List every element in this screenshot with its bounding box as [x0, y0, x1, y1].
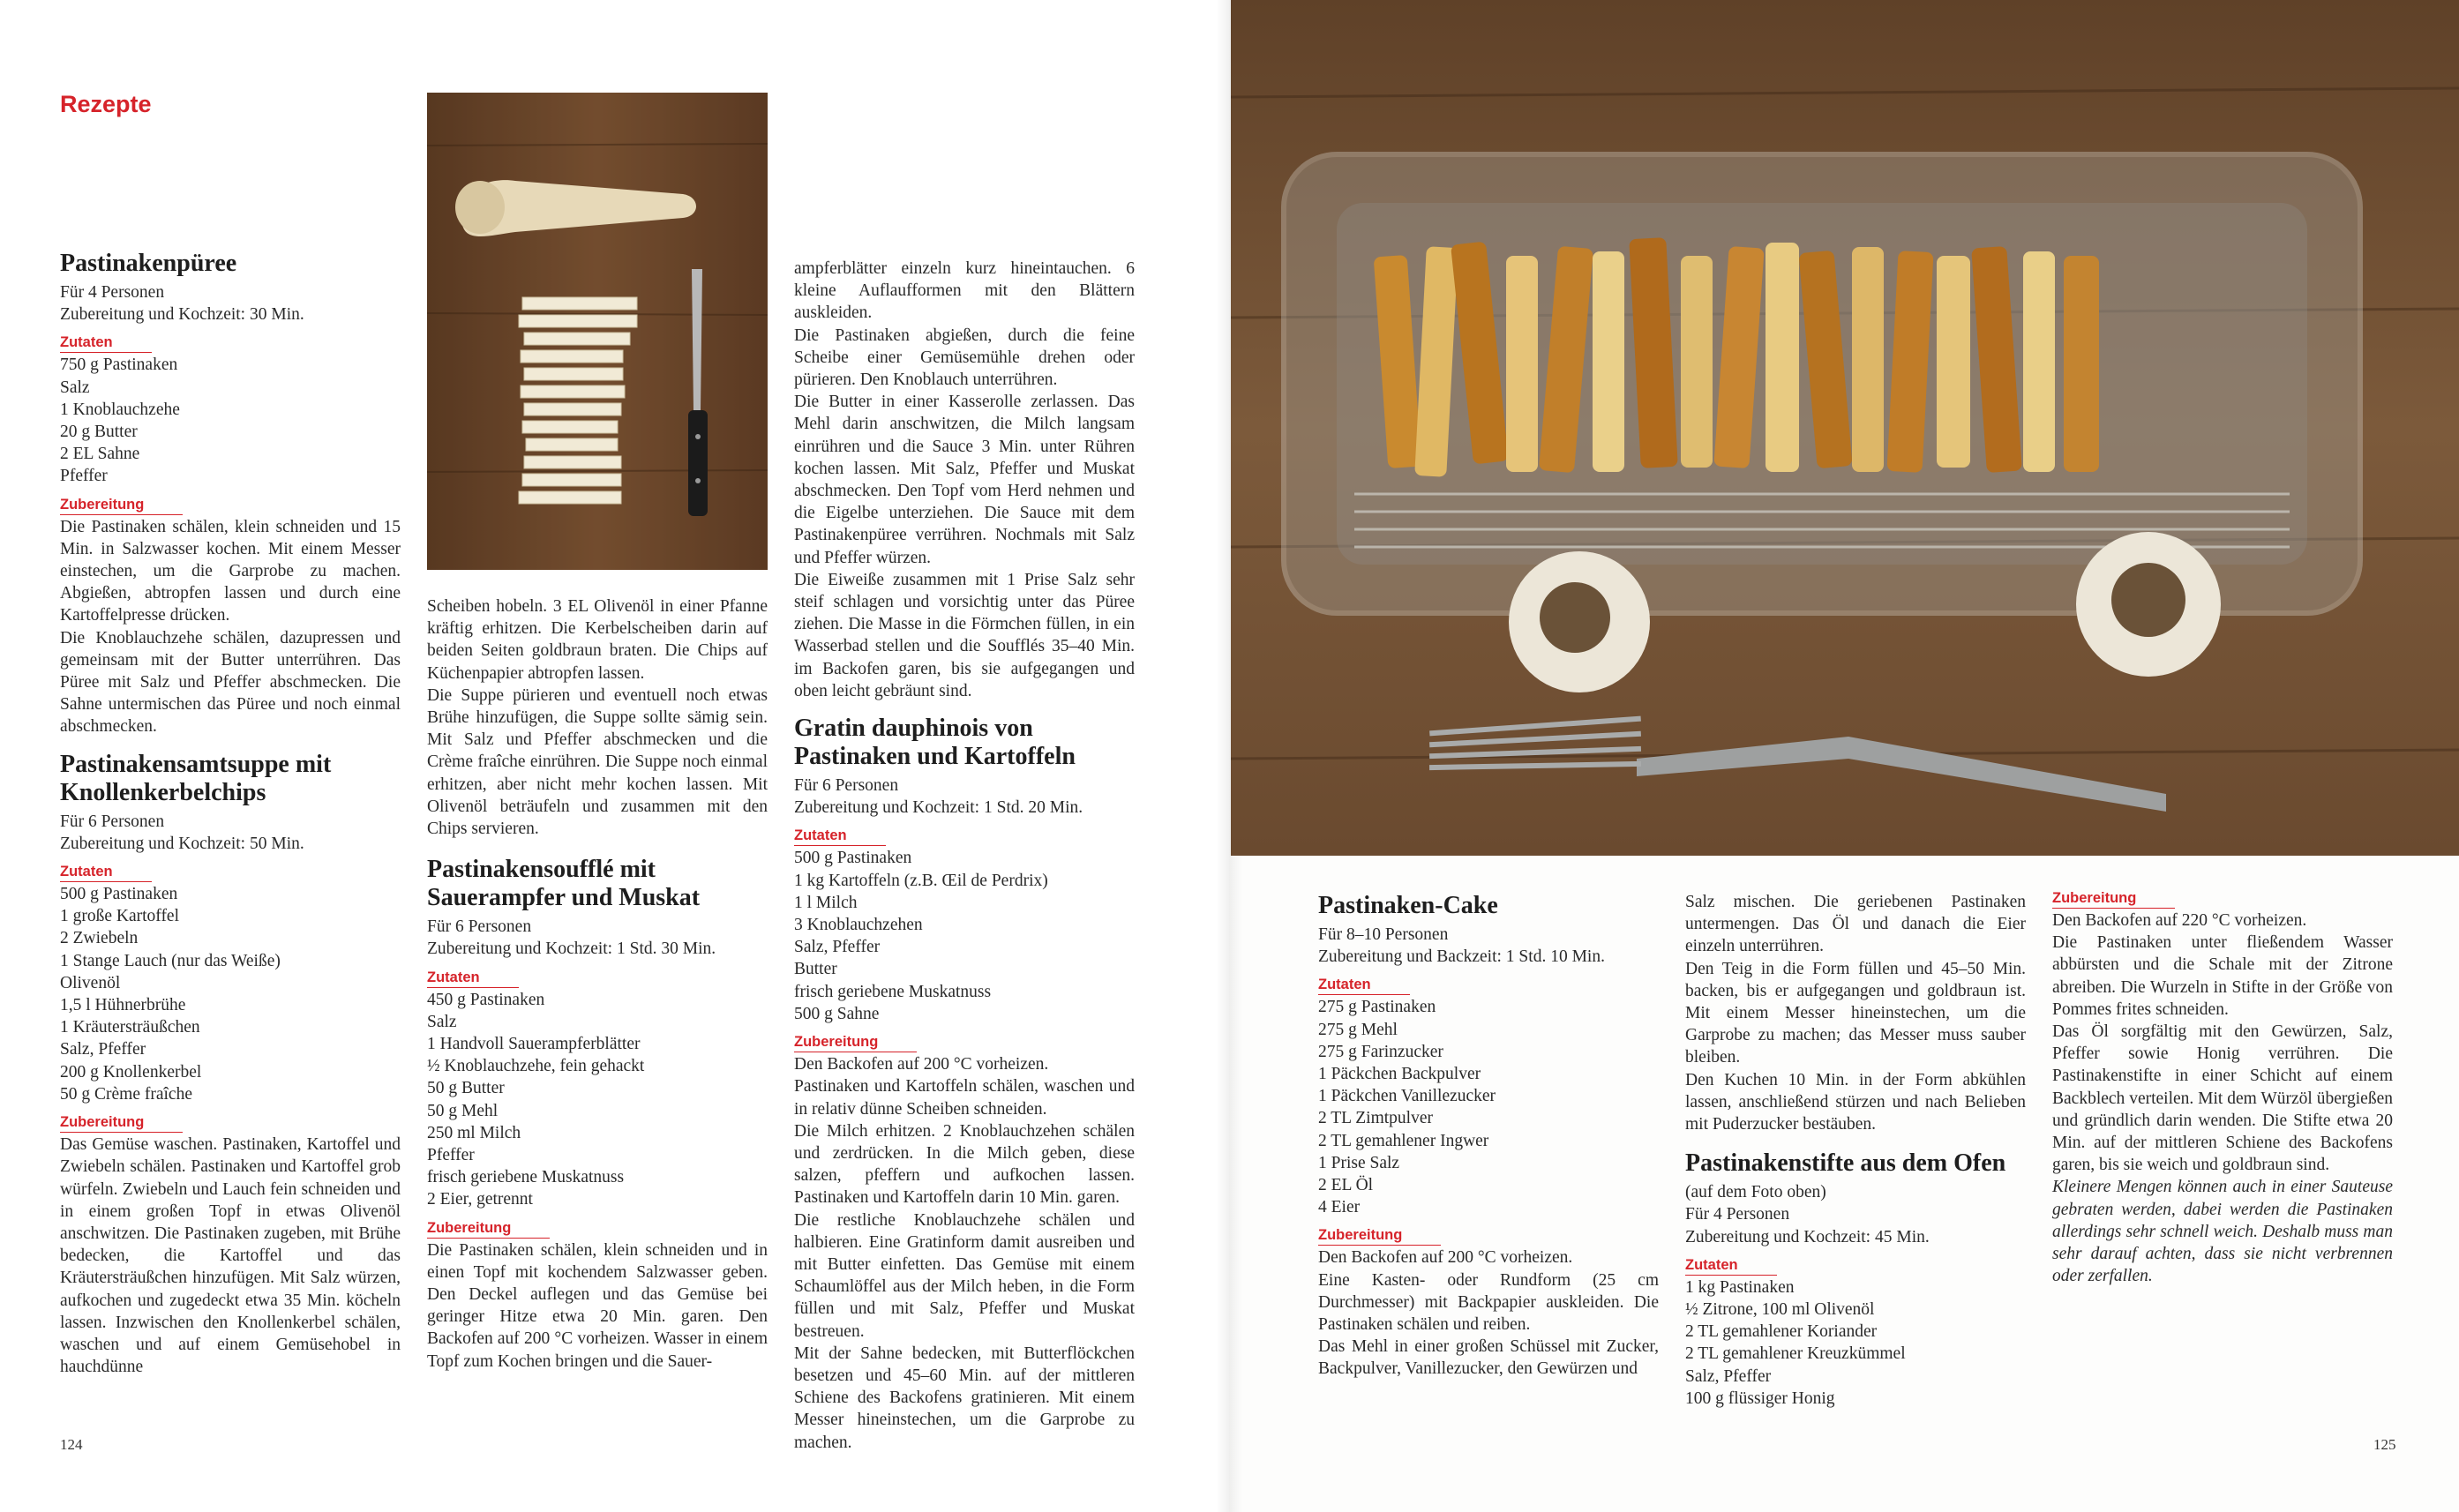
recipe-serves: Für 6 Personen [794, 776, 899, 796]
ingredient: 1 Prise Salz [1318, 1153, 1400, 1172]
column-2 [427, 595, 768, 1373]
step: Die Suppe pürieren und eventuell noch etwas Brühe hinzufügen, die Suppe sollte sämig sein. Mit Salz und Pfeffer abschmecken und die Crème fraîche einrühren. Die Suppe noch einmal erhitzen, aber nicht mehr kochen lassen. Mit Olivenöl beträufeln und zusammen mit den Chips servieren. [427, 685, 768, 839]
ingredient: frisch geriebene Muskatnuss [427, 1168, 625, 1187]
preparation-heading: Zubereitung [60, 495, 183, 515]
column-4 [1318, 892, 1659, 1381]
ingredient: 250 ml Milch [427, 1123, 521, 1142]
recipe-tip: Kleinere Mengen können auch in einer Sauteuse gebraten werden, dabei werden die Pastinaken allerdings sehr schnell weich. Deshalb muss man sehr darauf achten, dass sie nicht verbrennen oder zerfallen. [2052, 1178, 2393, 1286]
ingredient: 750 g Pastinaken [60, 356, 178, 375]
step: Den Kuchen 10 Min. in der Form abkühlen lassen, anschließend stürzen und nach Belieben mit Puderzucker bestäuben. [1685, 1070, 2026, 1134]
ingredient: 500 g Pastinaken [794, 849, 912, 868]
ingredient: 100 g flüssiger Honig [1685, 1388, 1835, 1408]
ingredient: 1 Päckchen Vanillezucker [1318, 1087, 1496, 1106]
recipe-serves: Für 6 Personen [427, 917, 532, 937]
ingredient: 2 Zwiebeln [60, 929, 139, 948]
ingredient: 200 g Knollenkerbel [60, 1062, 202, 1082]
ingredient: 2 TL Zimtpulver [1318, 1109, 1433, 1128]
ingredient: 1 kg Pastinaken [1685, 1277, 1795, 1297]
ingredient: Olivenöl [60, 973, 121, 992]
recipe-serves: Für 4 Personen [60, 283, 165, 302]
ingredient: 1 Knoblauchzehe [60, 400, 180, 419]
recipe-note: (auf dem Foto oben) [1685, 1183, 1826, 1202]
recipe-time: Zubereitung und Kochzeit: 45 Min. [1685, 1227, 1930, 1246]
recipe-time: Zubereitung und Kochzeit: 1 Std. 20 Min. [794, 798, 1083, 818]
ingredient: 2 TL gemahlener Koriander [1685, 1322, 1878, 1342]
ingredient: 2 TL gemahlener Ingwer [1318, 1131, 1489, 1150]
ingredient: 1 Stange Lauch (nur das Weiße) [60, 951, 281, 970]
ingredient: 275 g Mehl [1318, 1020, 1398, 1039]
recipe-serves: Für 8–10 Personen [1318, 925, 1449, 944]
ingredient: 1 Kräutersträußchen [60, 1018, 200, 1037]
recipe-title: Pastinakensamtsuppe mit Knollenkerbelchips [60, 750, 332, 806]
step: ampferblätter einzeln kurz hineintauchen. 6 kleine Auflaufformen mit den Blättern auskleiden. [794, 259, 1135, 323]
step: Die restliche Knoblauchzehe schälen und halbieren. Eine Gratinform damit ausreiben und mit Butter einfetten. Das Gemüse mit einem Schaumlöffel aus der Milch heben, in die Form füllen und mit Salz, Pfeffer und Muskat bestreuen. [794, 1210, 1135, 1341]
ingredient: 2 EL Öl [1318, 1176, 1374, 1195]
ingredient: 20 g Butter [60, 423, 138, 442]
ingredient: 50 g Butter [427, 1079, 505, 1098]
ingredients-heading: Zutaten [427, 968, 519, 988]
ingredient: ½ Knoblauchzehe, fein gehackt [427, 1057, 645, 1076]
ingredients-heading: Zutaten [60, 862, 152, 882]
step: Den Backofen auf 200 °C vorheizen. [1318, 1248, 1573, 1268]
step: Die Pastinaken unter fließendem Wasser abbürsten und die Schale mit der Zitrone abreiben. Die Wurzeln in Stifte in der Größe von Pommes frites schneiden. [2052, 933, 2393, 1019]
recipe-serves: Für 6 Personen [60, 812, 165, 831]
ingredient: 275 g Pastinaken [1318, 998, 1436, 1017]
step: Den Backofen auf 200 °C vorheizen. [794, 1055, 1049, 1074]
recipe-title: Pastinaken-Cake [1318, 892, 1498, 919]
ingredient: 2 TL gemahlener Kreuzkümmel [1685, 1344, 1906, 1364]
ingredient: 2 Eier, getrennt [427, 1190, 533, 1209]
ingredient: Salz [427, 1012, 457, 1031]
recipe-title: Pastinakensoufflé mit Sauerampfer und Muskat [427, 856, 701, 912]
step: Das Öl sorgfältig mit den Gewürzen, Salz, Pfeffer sowie Honig verrühren. Die Pastinakenstifte in einer Schicht auf einem Backblech verteilen. Mit dem Würzöl übergießen und gründlich darin wenden. Die Stifte etwa 20 Min. auf der mittleren Schiene des Backofens garen, bis sie weich und goldbraun sind. [2052, 1022, 2393, 1175]
column-5 [1685, 891, 2026, 1410]
preparation-heading: Zubereitung [2052, 888, 2175, 909]
ingredient: Pfeffer [427, 1146, 475, 1165]
step: Pastinaken und Kartoffeln schälen, waschen und in relativ dünne Scheiben schneiden. [794, 1077, 1135, 1119]
ingredient: 275 g Farinzucker [1318, 1042, 1443, 1061]
ingredient: 50 g Crème fraîche [60, 1084, 192, 1104]
preparation-heading: Zubereitung [427, 1218, 550, 1239]
ingredients-heading: Zutaten [1318, 975, 1410, 995]
parsnip-cutting-board-photo [427, 93, 768, 570]
ingredients-heading: Zutaten [794, 826, 886, 846]
ingredient: 450 g Pastinaken [427, 990, 545, 1009]
step: Die Pastinaken abgießen, durch die feine Scheibe einer Gemüsemühle drehen oder pürieren. Den Knoblauch unterrühren. [794, 326, 1135, 390]
step: Salz mischen. Die geriebenen Pastinaken untermengen. Das Öl und danach die Eier einzeln unterrühren. [1685, 893, 2026, 956]
column-1 [60, 250, 401, 1378]
ingredients-heading: Zutaten [60, 333, 152, 353]
ingredient: 500 g Sahne [794, 1004, 880, 1023]
recipe-title: Gratin dauphinois von Pastinaken und Kartoffeln [794, 715, 1076, 771]
preparation-heading: Zubereitung [794, 1032, 917, 1052]
step: Den Backofen auf 220 °C vorheizen. [2052, 911, 2307, 930]
recipe-title: Pastinakenstifte aus dem Ofen [1685, 1149, 2006, 1178]
ingredient: 1 l Milch [794, 893, 858, 912]
column-6 [2052, 887, 2393, 1287]
ingredient: Salz, Pfeffer [794, 938, 881, 957]
recipe-title: Pastinakenpüree [60, 250, 237, 277]
ingredient: 50 g Mehl [427, 1101, 499, 1120]
step: Den Teig in die Form füllen und 45–50 Min. backen, bis er aufgegangen und goldbraun ist. Mit einem Messer hineinstechen, um die Garprobe zu machen; das Messer muss sauber bleiben. [1685, 959, 2026, 1067]
recipe-time: Zubereitung und Backzeit: 1 Std. 10 Min. [1318, 947, 1605, 967]
ingredient: 500 g Pastinaken [60, 885, 178, 904]
step: Scheiben hobeln. 3 EL Olivenöl in einer Pfanne kräftig erhitzen. Die Kerbelscheiben darin auf beiden Seiten goldbraun braten. Die Chips auf Küchenpapier abtropfen lassen. [427, 597, 768, 683]
preparation-heading: Zubereitung [60, 1112, 183, 1133]
ingredient: Salz, Pfeffer [1685, 1366, 1772, 1386]
ingredient: 2 EL Sahne [60, 445, 140, 464]
ingredient: Salz, Pfeffer [60, 1040, 146, 1059]
page-number-right: 125 [2373, 1436, 2396, 1453]
ingredient: 3 Knoblauchzehen [794, 916, 923, 935]
preparation-heading: Zubereitung [1318, 1225, 1441, 1246]
step: Mit der Sahne bedecken, mit Butterflöckchen besetzen und 45–60 Min. auf der mittleren Schiene des Backofens gratinieren. Mit einem Messer hineinstechen, um die Garprobe zu machen. [794, 1344, 1135, 1452]
ingredient: Butter [794, 960, 837, 979]
roasted-parsnips-photo [1231, 0, 2459, 856]
page-number-left: 124 [60, 1436, 83, 1453]
ingredient: 1 Päckchen Backpulver [1318, 1065, 1481, 1084]
ingredients-heading: Zutaten [1685, 1255, 1777, 1276]
step: Die Pastinaken schälen, klein schneiden und in einen Topf mit kochendem Salzwasser geben. Den Deckel auflegen und das Gemüse bei geringer Hitze etwa 20 Min. garen. Den Backofen auf 200 °C vorheizen. Wasser in einem Topf zum Kochen bringen und die Sauer- [427, 1240, 768, 1371]
step: Das Mehl in einer großen Schüssel mit Zucker, Backpulver, Vanillezucker, den Gewürzen und [1318, 1337, 1659, 1379]
step: Die Pastinaken schälen, klein schneiden und 15 Min. in Salzwasser kochen. Mit einem Messer einstechen, um die Garprobe zu machen. Abgießen, abtropfen lassen und durch eine Kartoffelpresse drücken. [60, 517, 401, 625]
recipe-time: Zubereitung und Kochzeit: 50 Min. [60, 834, 304, 853]
ingredient: 1 Handvoll Sauerampferblätter [427, 1035, 641, 1054]
ingredient: Pfeffer [60, 467, 108, 486]
ingredient: ½ Zitrone, 100 ml Olivenöl [1685, 1300, 1875, 1320]
ingredient: 1,5 l Hühnerbrühe [60, 996, 186, 1015]
ingredient: 1 kg Kartoffeln (z.B. Œil de Perdrix) [794, 871, 1048, 890]
ingredient: frisch geriebene Muskatnuss [794, 982, 992, 1001]
section-label: Rezepte [60, 91, 152, 117]
step: Das Gemüse waschen. Pastinaken, Kartoffel und Zwiebeln schälen. Pastinaken und Kartoffel grob würfeln. Zwiebeln und Lauch fein schneiden und in einem großen Topf in etwas Olivenöl anschwitzen. Die Pastinaken zugeben, mit Brühe bedecken, die Kartoffel und das Kräutersträußchen hinzufügen. Mit Salz würzen, aufkochen und zugedeckt etwa 35 Min. köcheln lassen. Inzwischen den Knollenkerbel schälen, waschen und auf einem Gemüsehobel in hauchdünne [60, 1135, 401, 1377]
recipe-serves: Für 4 Personen [1685, 1205, 1790, 1224]
ingredient: 1 große Kartoffel [60, 907, 180, 926]
ingredient: Salz [60, 378, 90, 397]
step: Die Eiweiße zusammen mit 1 Prise Salz sehr steif schlagen und vorsichtig unter das Püree ziehen. Die Masse in die Förmchen füllen, in ein Wasserbad stellen und die Soufflés 35–40 Min. im Backofen garen, bis sie aufgegangen und oben leicht gebräunt sind. [794, 570, 1135, 700]
recipe-time: Zubereitung und Kochzeit: 1 Std. 30 Min. [427, 939, 716, 959]
step: Die Butter in einer Kasserolle zerlassen. Das Mehl darin anschwitzen, die Milch langsam einrühren und die Sauce 3 Min. unter Rühren kochen lassen. Mit Salz, Pfeffer und Muskat abschmecken. Den Topf vom Herd nehmen und die Eigelbe unterziehen. Die Sauce mit dem Pastinakenpüree verrühren. Nochmals mit Salz und Pfeffer würzen. [794, 393, 1135, 567]
step: Die Knoblauchzehe schälen, dazupressen und gemeinsam mit der Butter unterrühren. Das Püree mit Salz und Pfeffer abschmecken. Die Sahne untermischen das Püree und noch einmal abschmecken. [60, 628, 401, 737]
recipe-time: Zubereitung und Kochzeit: 30 Min. [60, 305, 304, 325]
column-3 [794, 258, 1135, 1454]
ingredient: 4 Eier [1318, 1198, 1361, 1217]
step: Eine Kasten- oder Rundform (25 cm Durchmesser) mit Backpapier auskleiden. Die Pastinaken schälen und reiben. [1318, 1270, 1659, 1335]
step: Die Milch erhitzen. 2 Knoblauchzehen schälen und zerdrücken. In die Milch geben, diese salzen, pfeffern und aufkochen lassen. Pastinaken und Kartoffeln darin 10 Min. garen. [794, 1121, 1135, 1208]
